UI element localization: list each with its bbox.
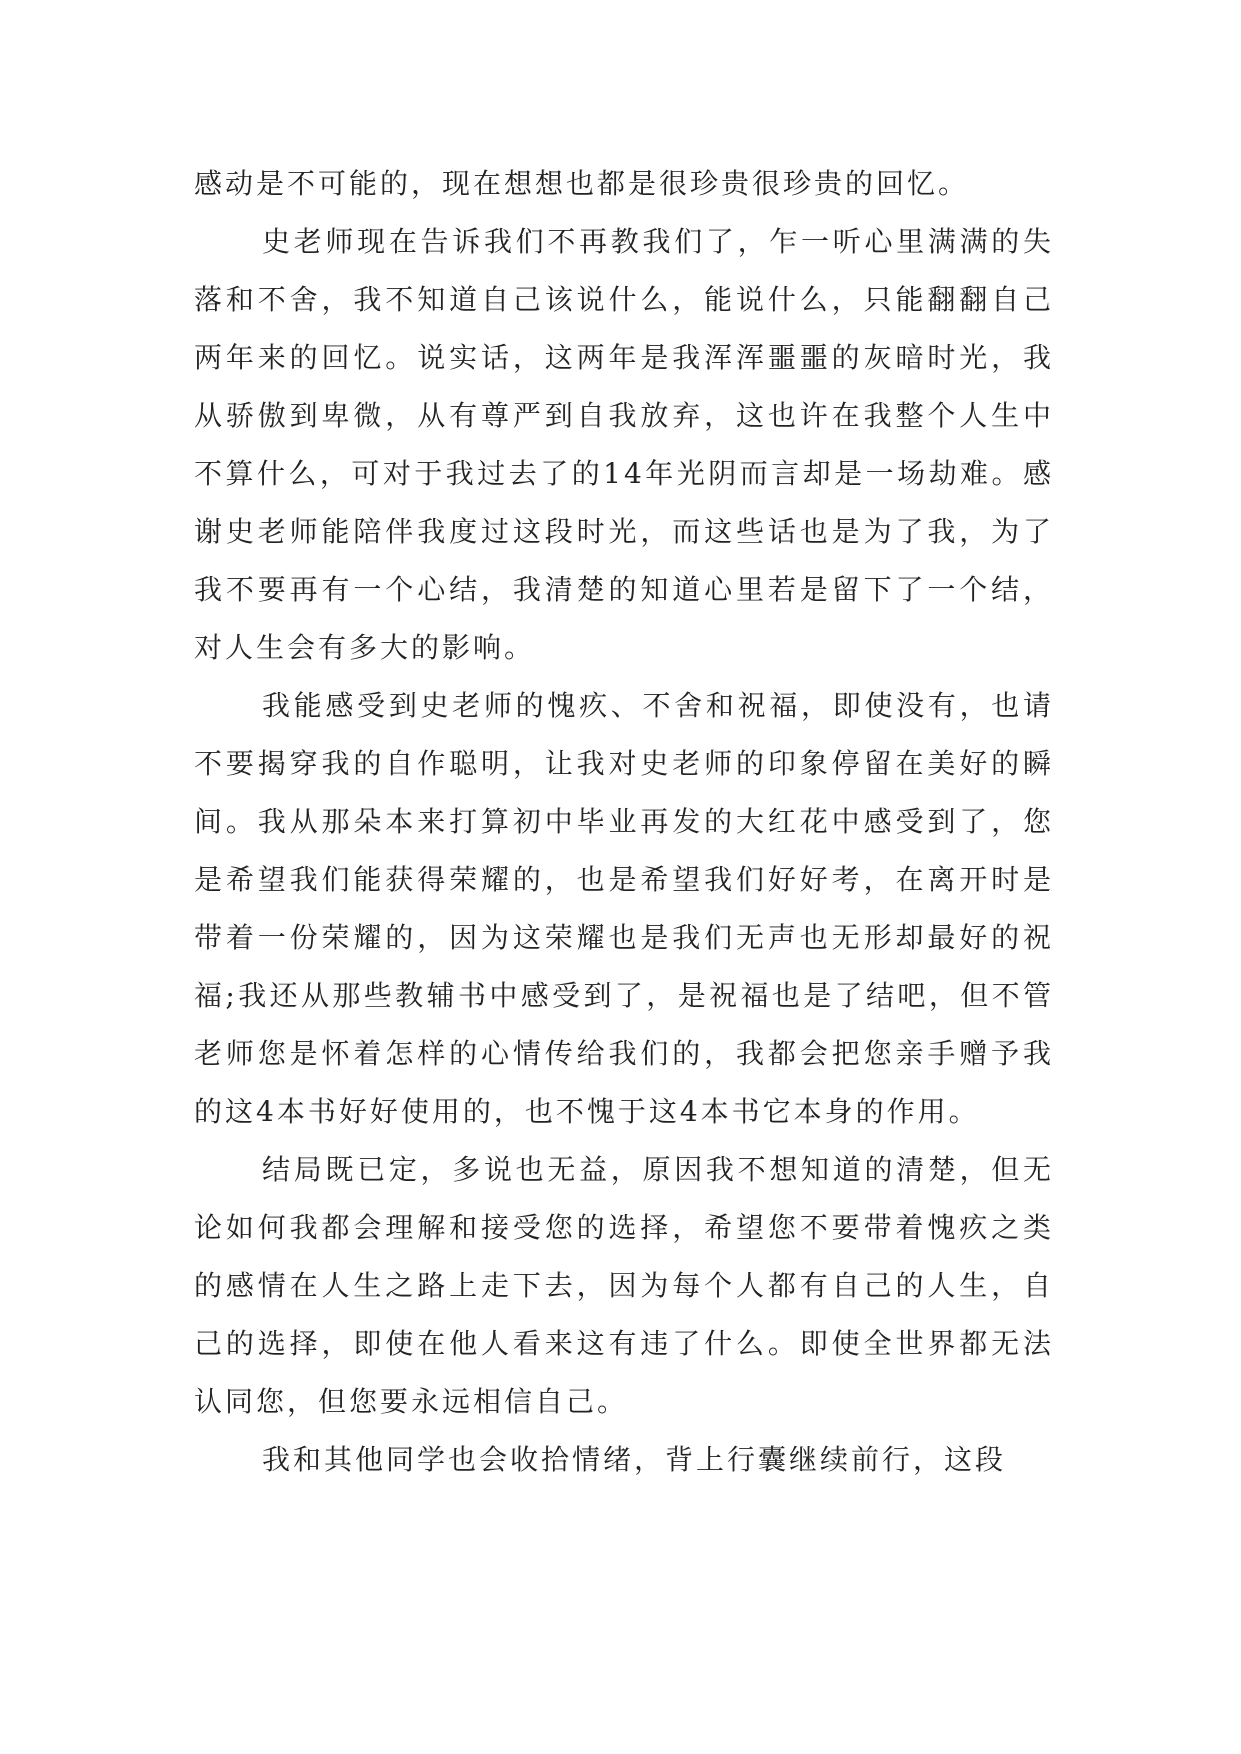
paragraph-1: 感动是不可能的，现在想想也都是很珍贵很珍贵的回忆。 bbox=[194, 167, 970, 200]
body-text bbox=[194, 155, 1054, 1489]
paragraph-4: 结局既已定，多说也无益，原因我不想知道的清楚，但无论如何我都会理解和接受您的选择，希望您不要带着愧疚之类的感情在人生之路上走下去，因为每个人都有自己的人生，自己的选择，即使在他人看来这有违了什么。即使全世界都无法认同您，但您要永远相信自己。 bbox=[194, 1153, 1054, 1418]
paragraph-5: 我和其他同学也会收拾情绪，背上行囊继续前行，这段 bbox=[262, 1443, 1007, 1476]
paragraph-3: 我能感受到史老师的愧疚、不舍和祝福，即使没有，也请不要揭穿我的自作聪明，让我对史老师的印象停留在美好的瞬间。我从那朵本来打算初中毕业再发的大红花中感受到了，您是希望我们能获得荣耀的，也是希望我们好好考，在离开时是带着一份荣耀的，因为这荣耀也是我们无声也无形却最好的祝福;我还从那些教辅书中感受到了，是祝福也是了结吧，但不管老师您是怀着怎样的心情传给我们的，我都会把您亲手赠予我的这4本书好好使用的，也不愧于这4本书它本身的作用。 bbox=[194, 689, 1054, 1128]
paragraph-2: 史老师现在告诉我们不再教我们了，乍一听心里满满的失落和不舍，我不知道自己该说什么，能说什么，只能翻翻自己两年来的回忆。说实话，这两年是我浑浑噩噩的灰暗时光，我从骄傲到卑微，从有尊严到自我放弃，这也许在我整个人生中不算什么，可对于我过去了的14年光阴而言却是一场劫难。感谢史老师能陪伴我度过这段时光，而这些话也是为了我，为了我不要再有一个心结，我清楚的知道心里若是留下了一个结，对人生会有多大的影响。 bbox=[194, 225, 1054, 664]
